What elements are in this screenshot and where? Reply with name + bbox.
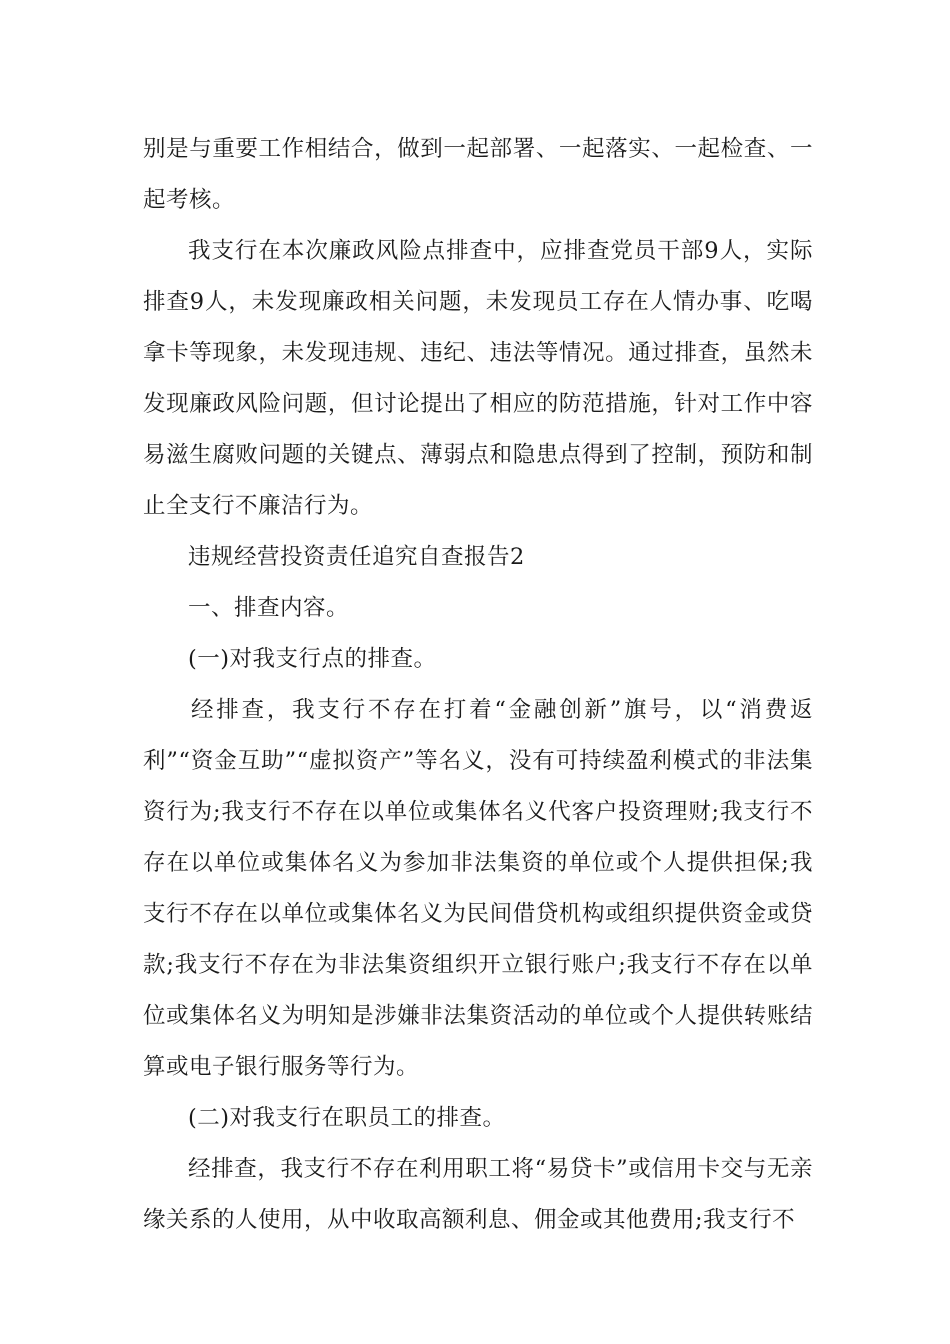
document-body [143,124,813,1246]
subsection-heading-2: (二)对我支行在职员工的排查。 [188,1105,506,1131]
paragraph-summary: 我支行在本次廉政风险点排查中，应排查党员干部9人，实际排查9人，未发现廉政相关问题，未发现员工存在人情办事、吃喝拿卡等现象，未发现违规、违纪、违法等情况。通过排查，虽然未发现廉政风险问题，但讨论提出了相应的防范措施，针对工作中容易滋生腐败问题的关键点、薄弱点和隐患点得到了控制，预防和制止全支行不廉洁行为。 [143,238,813,519]
paragraph-staff-check: 经排查，我支行不存在利用职工将“易贷卡”或信用卡交与无亲缘关系的人使用，从中收取高额利息、佣金或其他费用;我支行不 [143,1156,813,1233]
paragraph-continuation: 别是与重要工作相结合，做到一起部署、一起落实、一起检查、一起考核。 [143,136,813,213]
section-heading-1: 一、排查内容。 [188,595,350,621]
report-title: 违规经营投资责任追究自查报告2 [188,544,525,570]
paragraph-branch-check: 经排查，我支行不存在打着“金融创新”旗号，以“消费返利”“资金互助”“虚拟资产”等名义，没有可持续盈利模式的非法集资行为;我支行不存在以单位或集体名义代客户投资理财;我支行不存在以单位或集体名义为参加非法集资的单位或个人提供担保;我支行不存在以单位或集体名义为民间借贷机构或组织提供资金或贷款;我支行不存在为非法集资组织开立银行账户;我支行不存在以单位或集体名义为明知是涉嫌非法集资活动的单位或个人提供转账结算或电子银行服务等行为。 [143,697,813,1080]
subsection-heading-1: (一)对我支行点的排查。 [188,646,437,672]
